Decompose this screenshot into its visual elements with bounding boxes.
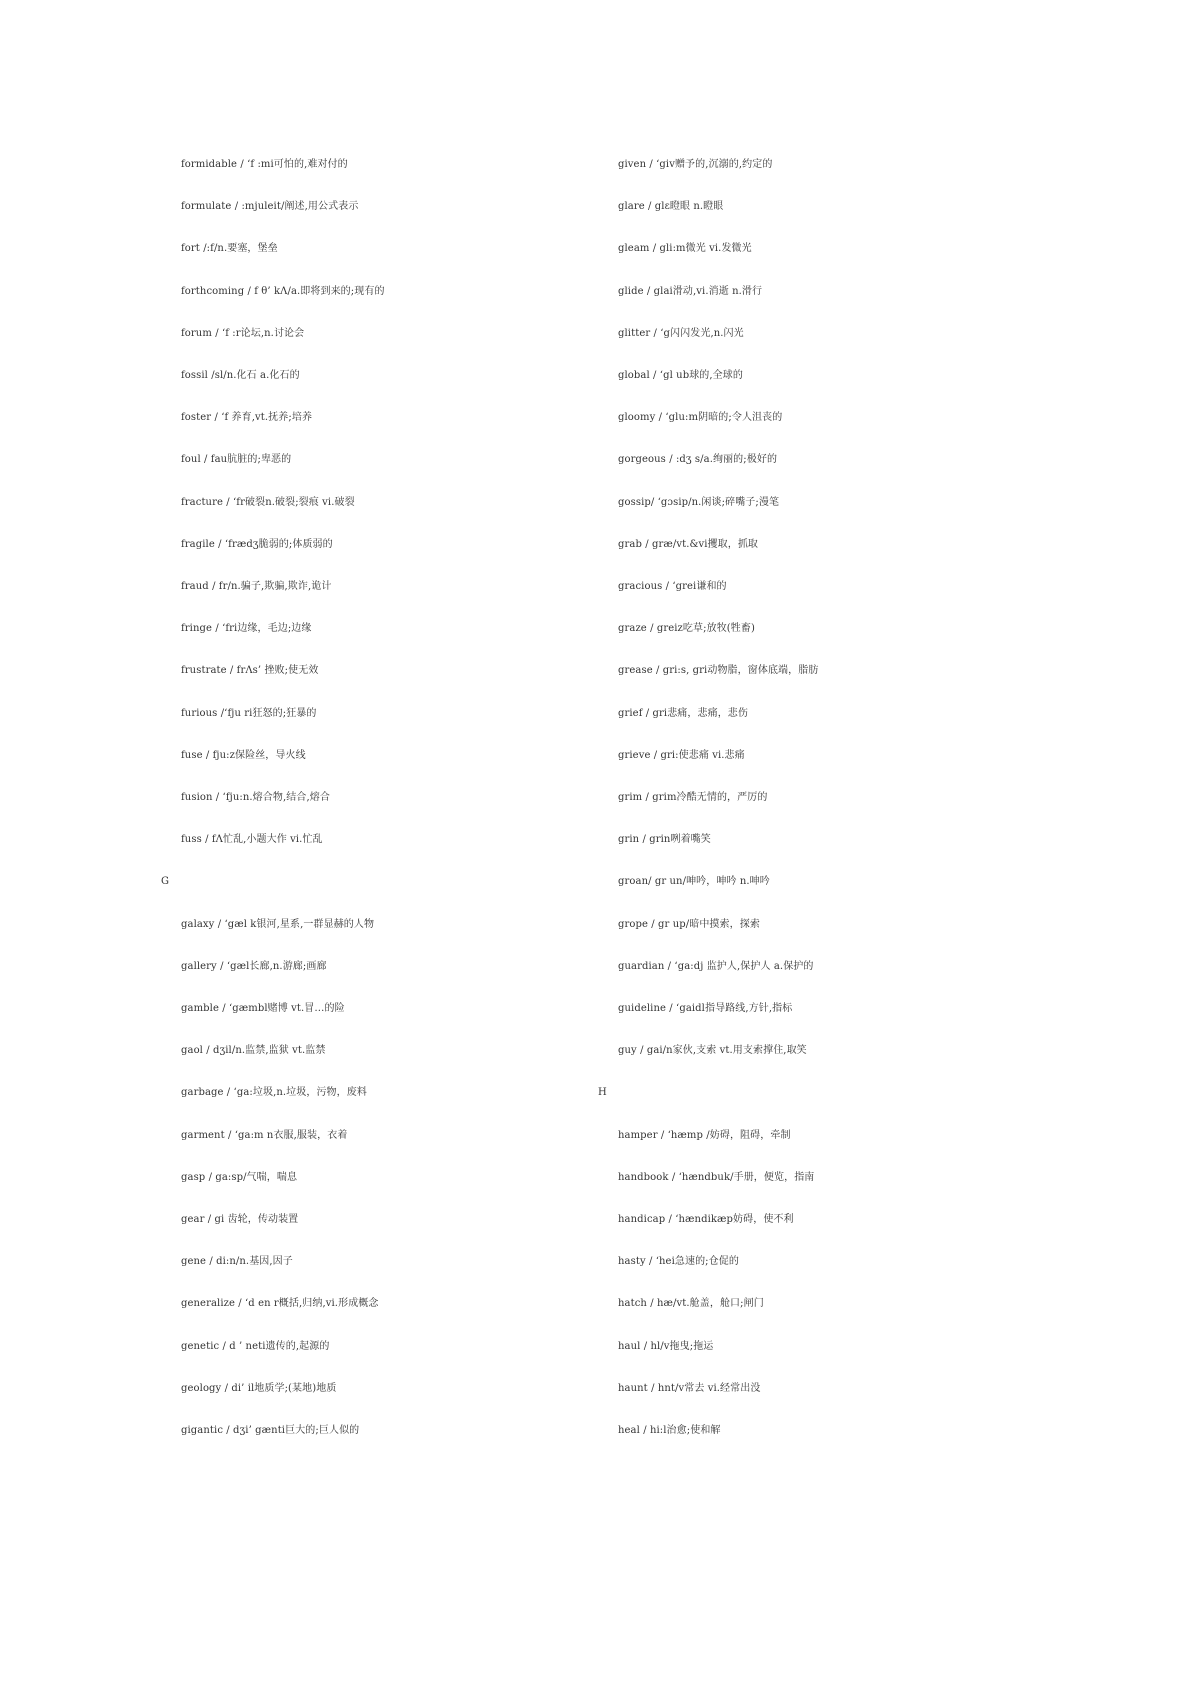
vocab-entry: grieve / gri:使悲痛 vi.悲痛 [618,749,745,761]
section-letter: G [161,876,169,888]
vocab-entry: fort /:f/n.要塞，堡垒 [181,243,278,255]
vocab-entry: garment / ‘ga:m n衣服,服装，衣着 [181,1129,348,1141]
vocab-entry: gracious / ‘grei谦和的 [618,581,727,592]
vocab-entry: fringe / ‘fri边缘，毛边;边缘 [181,623,312,635]
vocab-entry: hatch / hæ/vt.舱盖，舱口;闸门 [618,1298,764,1310]
vocab-entry: glide / glai滑动,vi.消逝 n.滑行 [618,285,763,297]
vocab-entry: fusion / ‘fju:n.熔合物,结合,熔合 [181,792,330,803]
vocab-entry: handicap / ‘hændikæp妨碍，使不利 [618,1214,794,1225]
vocab-entry: fracture / ‘fr破裂n.破裂;裂痕 vi.破裂 [181,496,355,508]
vocab-entry: grab / græ/vt.&vi攫取，抓取 [618,538,759,550]
vocab-entry: glitter / ‘g闪闪发光,n.闪光 [618,327,744,339]
vocab-entry: gallery / ‘gæl长廊,n.游廊;画廊 [181,960,327,972]
vocab-entry: gloomy / ‘glu:m阴暗的;令人沮丧的 [618,412,783,424]
vocab-entry: gene / di:n/n.基因,因子 [181,1256,293,1268]
vocab-entry: glare / glɛ瞪眼 n.瞪眼 [618,201,724,213]
vocab-entry: grope / gr up/暗中摸索，探索 [618,918,760,930]
vocab-entry: haunt / hnt/v常去 vi.经常出没 [618,1382,761,1394]
vocab-entry: guideline / ‘gaidl指导路线,方针,指标 [618,1003,793,1014]
vocab-entry: guy / gai/n家伙,支索 vt.用支索撑住,取笑 [618,1045,807,1057]
vocab-entry: grim / grim冷酷无情的，严厉的 [618,792,768,803]
vocab-entry: grief / gri悲痛，悲痛，悲伤 [618,707,749,719]
vocab-entry: geology / di’ il地质学;(某地)地质 [181,1382,337,1394]
vocab-entry: gigantic / dʒi’ gænti巨大的;巨人似的 [181,1425,360,1436]
vocab-entry: fragile / ‘frædʒ脆弱的;体质弱的 [181,538,333,550]
vocab-entry: galaxy / ‘gæl k银河,星系,一群显赫的人物 [181,918,375,930]
vocab-entry: global / ‘gl ub球的,全球的 [618,370,743,381]
vocab-entry: foster / ‘f 养育,vt.抚养;培养 [181,412,313,424]
section-letter: H [598,1087,607,1099]
vocab-entry: gasp / ga:sp/气喘，喘息 [181,1171,298,1183]
vocab-entry: generalize / ‘d en r概括,归纳,vi.形成概念 [181,1298,379,1310]
vocab-entry: guardian / ‘ga:dj 监护人,保护人 a.保护的 [618,960,814,972]
vocab-entry: forthcoming / f θ’ kΛ/a.即将到来的;现有的 [181,285,385,297]
vocab-entry: gamble / ‘gæmbl赌博 vt.冒…的险 [181,1003,345,1014]
vocab-entry: grease / gri:s, gri动物脂，窗体底端，脂肪 [618,665,819,677]
vocab-entry: gorgeous / :dʒ s/a.绚丽的;极好的 [618,454,778,466]
vocab-entry: formidable / ‘f :mi可怕的,难对付的 [181,159,348,170]
vocab-entry: given / ‘giv赠予的,沉溺的,约定的 [618,159,773,170]
vocab-entry: grin / grin咧着嘴笑 [618,834,711,846]
vocab-entry: formulate / :mjuleit/阐述,用公式表示 [181,201,359,213]
vocab-entry: forum / ‘f :r论坛,n.讨论会 [181,327,305,339]
vocab-entry: graze / greiz吃草;放牧(牲畜) [618,623,755,635]
vocab-entry: fuse / fju:z保险丝，导火线 [181,749,306,761]
vocab-entry: garbage / ‘ga:垃圾,n.垃圾，污物，废料 [181,1087,367,1099]
vocab-entry: fossil /sl/n.化石 a.化石的 [181,370,300,381]
vocab-entry: fuss / fΛ忙乱,小题大作 vi.忙乱 [181,834,323,846]
vocab-entry: foul / fau肮脏的;卑恶的 [181,454,292,466]
vocab-entry: handbook / ‘hændbuk/手册，便览，指南 [618,1171,815,1183]
vocab-entry: genetic / d ’ neti遗传的,起源的 [181,1340,330,1352]
vocab-entry: gear / gi 齿轮，传动装置 [181,1214,299,1225]
vocab-entry: heal / hi:l治愈;使和解 [618,1425,721,1436]
vocab-entry: haul / hl/v拖曳;拖运 [618,1340,714,1352]
vocab-entry: frustrate / frΛs’ 挫败;使无效 [181,665,319,677]
vocab-entry: gaol / dʒil/n.监禁,监狱 vt.监禁 [181,1045,326,1057]
vocab-entry: fraud / fr/n.骗子,欺骗,欺诈,诡计 [181,581,332,592]
vocab-entry: hamper / ‘hæmp /妨碍，阻碍，牵制 [618,1129,791,1141]
vocab-entry: gossip/ ‘gɔsip/n.闲谈;碎嘴子;漫笔 [618,496,780,508]
vocab-entry: furious /‘fju ri狂怒的;狂暴的 [181,707,317,719]
vocab-entry: gleam / gli:m微光 vi.发微光 [618,243,752,255]
vocab-entry: hasty / ‘hei急速的;仓促的 [618,1256,739,1268]
vocab-entry: groan/ gr un/呻吟，呻吟 n.呻吟 [618,876,770,888]
